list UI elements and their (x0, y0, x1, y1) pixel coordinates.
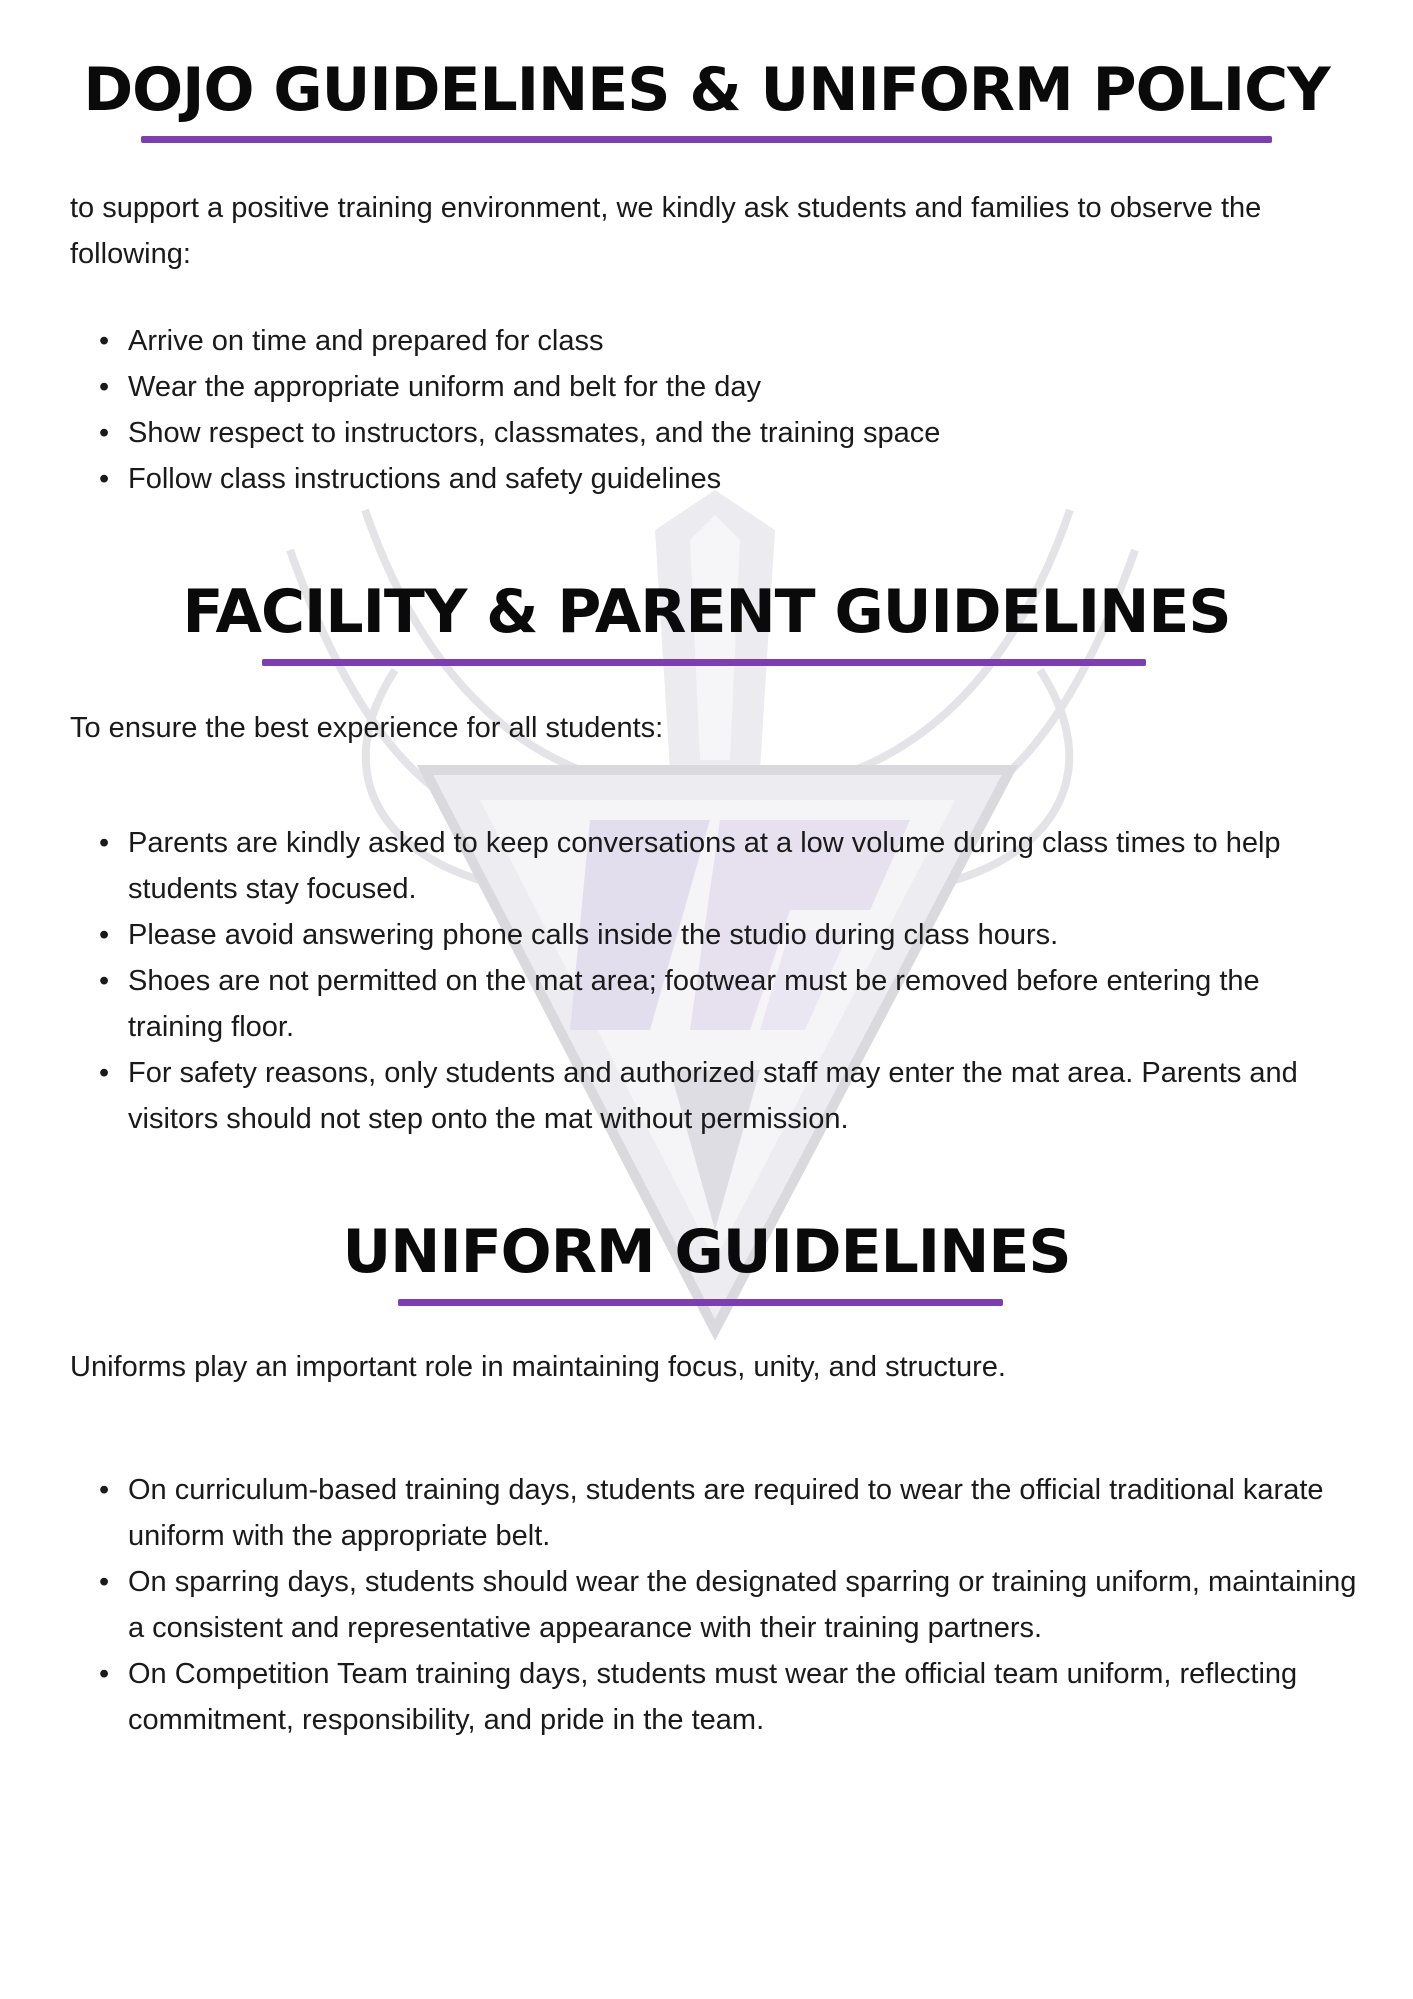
list-item: • Wear the appropriate uniform and belt for the day (70, 364, 1360, 410)
bullet-icon: • (99, 965, 110, 997)
bullet-icon: • (99, 1057, 110, 1089)
section1-underline (141, 136, 1272, 143)
list-item: • Arrive on time and prepared for class (70, 318, 1360, 364)
section3-intro: Uniforms play an important role in maintaining focus, unity, and structure. (70, 1351, 1006, 1383)
section1-list (70, 318, 1360, 502)
bullet-icon: • (99, 1658, 110, 1690)
bullet-icon: • (99, 371, 110, 403)
section2-list (70, 820, 1360, 1142)
list-item: • On curriculum-based training days, students are required to wear the official traditional karate uniform with the appropriate belt. (70, 1467, 1360, 1559)
section1-heading-block (0, 55, 1413, 125)
bullet-icon: • (99, 463, 110, 495)
list-item: • For safety reasons, only students and authorized staff may enter the mat area. Parents and visitors should not step onto the mat without permission. (70, 1050, 1360, 1142)
section2-intro: To ensure the best experience for all students: (70, 712, 664, 744)
bullet-icon: • (99, 325, 110, 357)
section3-heading-block (0, 1217, 1413, 1287)
bullet-icon: • (99, 1474, 110, 1506)
list-item: • On Competition Team training days, students must wear the official team uniform, reflecting commitment, responsibility, and pride in the team. (70, 1651, 1360, 1743)
list-item: • Parents are kindly asked to keep conversations at a low volume during class times to help students stay focused. (70, 820, 1360, 912)
bullet-icon: • (99, 1566, 110, 1598)
bullet-icon: • (99, 827, 110, 859)
section3-list (70, 1467, 1360, 1743)
section1-intro: to support a positive training environment, we kindly ask students and families to observe the following: (70, 192, 1262, 270)
section3-underline (398, 1299, 1003, 1306)
section2-underline (262, 659, 1146, 666)
list-item: • Follow class instructions and safety guidelines (70, 456, 1360, 502)
list-item: • On sparring days, students should wear the designated sparring or training uniform, maintaining a consistent and representative appearance with their training partners. (70, 1559, 1360, 1651)
section1-title: DOJO GUIDELINES & UNIFORM POLICY (83, 55, 1330, 125)
section2-title: FACILITY & PARENT GUIDELINES (182, 577, 1231, 647)
bullet-icon: • (99, 919, 110, 951)
section3-title: UNIFORM GUIDELINES (342, 1217, 1071, 1287)
list-item: • Please avoid answering phone calls inside the studio during class hours. (70, 912, 1360, 958)
list-item: • Show respect to instructors, classmates, and the training space (70, 410, 1360, 456)
section2-heading-block (0, 577, 1413, 647)
list-item: • Shoes are not permitted on the mat area; footwear must be removed before entering the training floor. (70, 958, 1360, 1050)
bullet-icon: • (99, 417, 110, 449)
